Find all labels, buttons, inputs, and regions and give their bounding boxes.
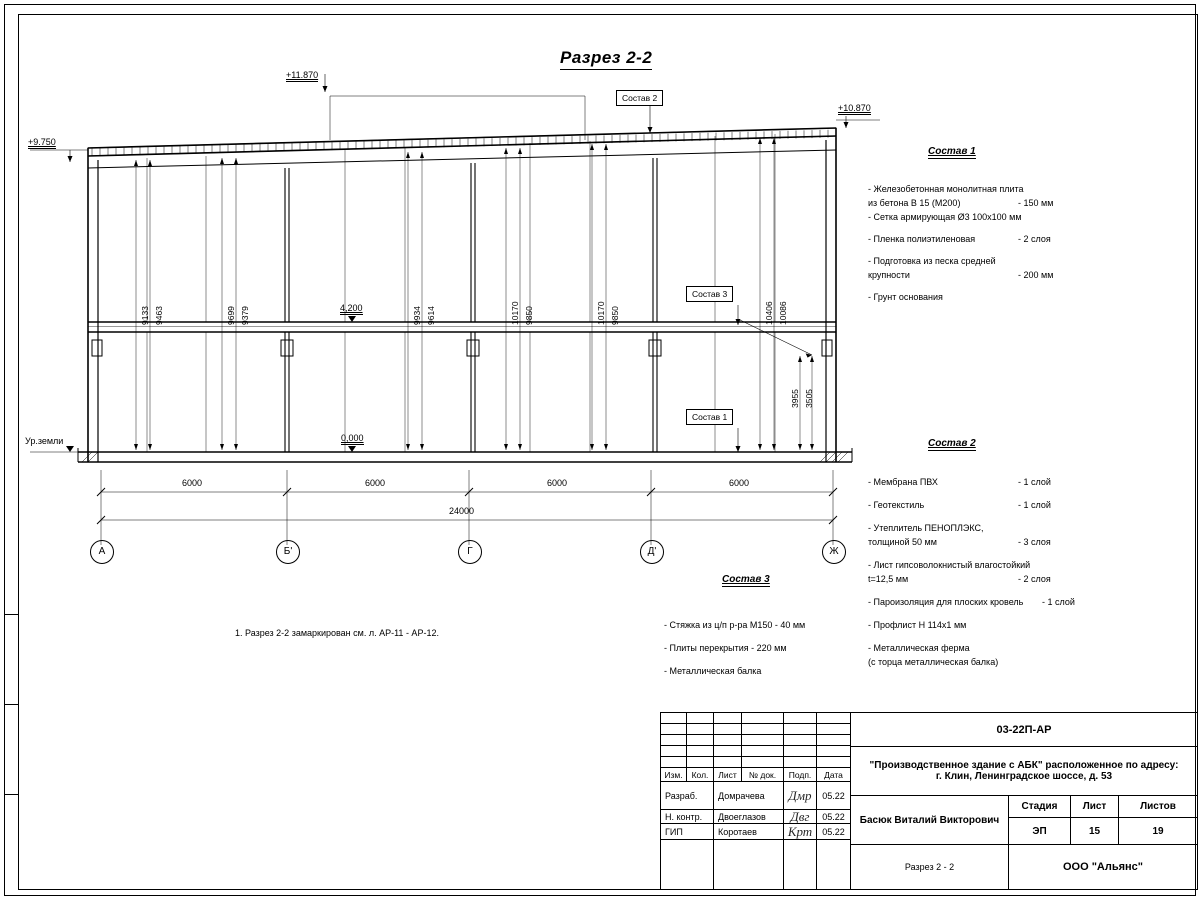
stamp-signature-cell [784,782,817,810]
stamp-name-label: Двоеглазов [718,811,766,822]
spec-item-value: - 150 мм [1018,198,1054,208]
rev-grid-cell [661,735,687,746]
vdim-3955: 3955 [790,389,800,408]
spec-item-text: - Металлическая ферма [868,643,970,653]
stamp-name-cell [714,782,784,810]
vdim-10170-a: 10170 [510,301,520,325]
spec-item-text: - Лист гипсоволокнистый влагостойкий [868,560,1031,570]
drawing-note: 1. Разрез 2-2 замаркирован см. л. АР-11 - АР-12. [235,628,439,638]
spec-item-value: - 1 слой [1018,500,1051,510]
spec-item-text: - Железобетонная монолитная плита [868,184,1024,194]
bay-dim-4: 6000 [729,478,750,488]
rev-grid-cell [661,746,687,757]
signature-mark: Крт [787,824,813,839]
rev-grid-cell [817,757,851,768]
chief-engineer-cell [851,796,1009,845]
stamp-blank-cell [661,840,714,889]
spec-heading-sostav-1: Состав 1 [928,146,976,157]
spec-item-text: - Плиты перекрытия - 220 мм [664,643,787,653]
stage-header [1009,796,1071,818]
vdim-9934: 9934 [412,306,422,325]
stamp-blank-cell [714,840,784,889]
rev-grid-cell [714,746,742,757]
stamp-date-label: 05.22 [822,826,845,837]
stamp-date-cell [817,824,851,840]
sheets-total-header [1119,796,1197,818]
stage-value [1009,818,1071,845]
rev-grid-cell [687,757,714,768]
vdim-3505: 3505 [804,389,814,408]
page-title: Разрез 2-2 [560,48,652,68]
stamp-role-label: Разраб. [665,790,698,801]
spec-item-text: - Металлическая балка [664,666,762,676]
rev-grid-cell [687,735,714,746]
spec-item-value: - 200 мм [1018,270,1054,280]
object-name-line1: "Производственное здание с АБК" расположенное по адресу: [869,760,1179,771]
axis-marker-zh: Ж [822,540,846,564]
elevation-10870: +10.870 [838,103,871,113]
rev-grid-cell [817,746,851,757]
bay-dim-2: 6000 [365,478,386,488]
rev-grid-cell [661,724,687,735]
total-dim: 24000 [449,506,475,516]
rev-grid-cell [784,724,817,735]
sheet-name-cell [851,845,1009,889]
spec-item-text: из бетона В 15 (М200) [868,198,961,208]
spec-item-value: - 1 слой [1018,477,1051,487]
stamp-col-header [784,768,817,782]
object-name-line2: г. Клин, Ленинградское шоссе, д. 53 [935,771,1113,782]
stamp-role-label: ГИП [665,826,683,837]
sheet-name-label: Разрез 2 - 2 [904,862,955,872]
rev-grid-cell [742,724,784,735]
rev-grid-cell [817,735,851,746]
vdim-10086: 10086 [778,301,788,325]
rev-grid-cell [817,713,851,724]
spec-item-text: толщиной 50 мм [868,537,937,547]
spec-item-text: - Грунт основания [868,292,943,302]
stamp-signature-cell [784,824,817,840]
sheet-value-label: 15 [1088,825,1101,837]
vdim-9699: 9699 [226,306,236,325]
stamp-name-label: Коротаев [718,826,757,837]
vdim-9850-a: 9850 [524,306,534,325]
signature-mark: Двг [790,810,810,824]
company-label: ООО "Альянс" [1062,861,1144,873]
sheets-total-header-label: Листов [1140,801,1176,812]
document-code [851,713,1197,747]
bay-dim-3: 6000 [547,478,568,488]
rev-grid-cell [784,713,817,724]
sheets-total-value [1119,818,1197,845]
rev-grid-cell [687,746,714,757]
rev-grid-cell [687,713,714,724]
spec-item-text: - Геотекстиль [868,500,925,510]
spec-item-text: (с торца металлическая балка) [868,657,999,667]
sheet-header-label: Лист [1082,801,1107,812]
chief-engineer-label: Басюк Виталий Викторович [859,814,1000,826]
stamp-date-label: 05.22 [822,811,845,822]
spec-item-value: - 2 слоя [1018,574,1051,584]
bay-dim-1: 6000 [182,478,203,488]
vdim-10170-b: 10170 [596,301,606,325]
elevation-0000: 0,000 [341,433,364,443]
rev-grid-cell [742,746,784,757]
spec-heading-sostav-2: Состав 2 [928,438,976,449]
vdim-9850-b: 9850 [610,306,620,325]
rev-grid-cell [714,735,742,746]
stamp-col-header-label: Кол. [691,769,709,780]
spec-item-text: - Мембрана ПВХ [868,477,938,487]
rev-grid-cell [784,757,817,768]
stamp-col-header-label: Лист [718,769,737,780]
rev-grid-cell [742,757,784,768]
stamp-name-label: Домрачева [718,790,765,801]
stamp-role-cell [661,824,714,840]
axis-marker-d: Д' [640,540,664,564]
elevation-11870: +11.870 [286,70,319,80]
company-cell [1009,845,1197,889]
axis-marker-g: Г [458,540,482,564]
rev-grid-cell [687,724,714,735]
spec-item-text: крупности [868,270,910,280]
spec-item-text: - Сетка армирующая Ø3 100х100 мм [868,212,1022,222]
signature-mark: Дмр [788,787,812,803]
rev-grid-cell [714,757,742,768]
sheet-header [1071,796,1119,818]
stamp-date-label: 05.22 [822,790,845,801]
stamp-col-header-label: Изм. [664,769,683,780]
rev-grid-cell [661,757,687,768]
stamp-col-header [817,768,851,782]
stamp-col-header [742,768,784,782]
stamp-signature-cell [784,810,817,824]
vdim-9133: 9133 [140,306,150,325]
stamp-col-header-label: № док. [748,769,777,780]
axis-marker-b: Б' [276,540,300,564]
stage-value-label: ЭП [1032,825,1047,837]
stamp-name-cell [714,824,784,840]
stamp-blank-cell [817,840,851,889]
vdim-9379: 9379 [240,306,250,325]
spec-item-text: - Подготовка из песка средней [868,256,996,266]
ground-level-label: Ур.земли [25,436,64,446]
stamp-role-label: Н. контр. [665,811,703,822]
spec-item-text: - Профлист Н 114х1 мм [868,620,967,630]
stamp-col-header [714,768,742,782]
spec-item-text: t=12,5 мм [868,574,909,584]
rev-grid-cell [784,735,817,746]
stamp-col-header-label: Подп. [788,769,812,780]
spec-heading-sostav-3: Состав 3 [722,574,770,585]
stamp-blank-cell [784,840,817,889]
rev-grid-cell [714,724,742,735]
stamp-col-header [661,768,687,782]
spec-item-text: - Пленка полиэтиленовая [868,234,976,244]
stamp-col-header-label: Дата [824,769,843,780]
rev-grid-cell [817,724,851,735]
rev-grid-cell [714,713,742,724]
axis-marker-a: А [90,540,114,564]
spec-list-sostav-2 [868,475,1075,669]
elevation-4200: 4,200 [340,303,363,313]
callout-sostav-2: Состав 2 [616,90,663,106]
rev-grid-cell [784,746,817,757]
spec-list-sostav-3 [664,618,805,678]
stamp-role-cell [661,810,714,824]
sheets-total-value-label: 19 [1152,825,1164,837]
elevation-9750: +9.750 [28,137,56,147]
callout-sostav-1: Состав 1 [686,409,733,425]
rev-grid-cell [742,713,784,724]
spec-item-value: - 1 слой [1042,597,1075,607]
rev-grid-cell [661,713,687,724]
rev-grid-cell [742,735,784,746]
spec-item-text: - Утеплитель ПЕНОПЛЭКС, [868,523,984,533]
vdim-9463: 9463 [154,306,164,325]
document-code-label: 03-22П-АР [996,723,1052,736]
spec-item-text: - Пароизоляция для плоских кровель [868,597,1024,607]
callout-sostav-3: Состав 3 [686,286,733,302]
stamp-date-cell [817,782,851,810]
stamp-role-cell [661,782,714,810]
stamp-name-cell [714,810,784,824]
stamp-date-cell [817,810,851,824]
vdim-9614: 9614 [426,306,436,325]
object-name [851,747,1197,796]
stage-header-label: Стадия [1021,801,1058,812]
spec-list-sostav-1 [868,182,1054,304]
spec-item-value: - 3 слоя [1018,537,1051,547]
spec-item-value: - 2 слоя [1018,234,1051,244]
spec-item-text: - Стяжка из ц/п р-ра М150 - 40 мм [664,620,806,630]
sheet-value [1071,818,1119,845]
stamp-col-header [687,768,714,782]
vdim-10406: 10406 [764,301,774,325]
title-block [660,712,1198,890]
